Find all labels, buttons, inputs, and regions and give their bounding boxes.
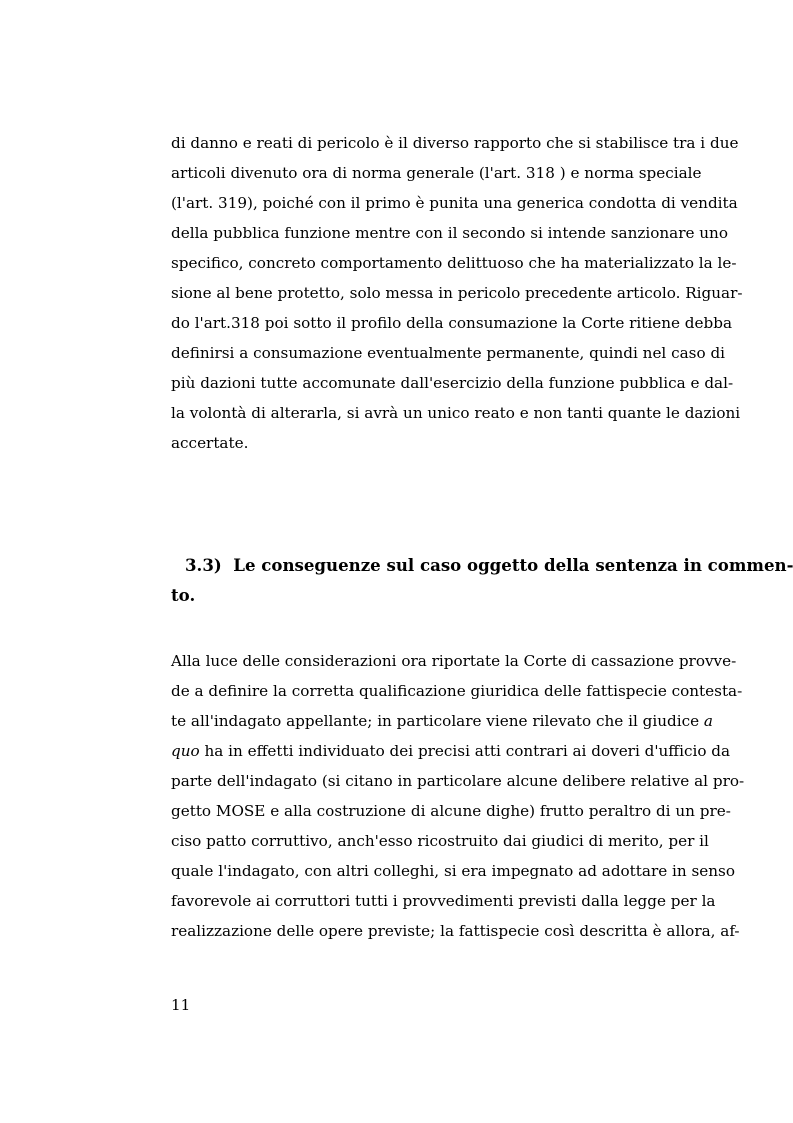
paragraph-line: (l'art. 319), poiché con il primo è punita una generica condotta di vendita xyxy=(171,194,738,212)
section-heading-line xyxy=(171,550,793,580)
paragraph-line: sione al bene protetto, solo messa in pericolo precedente articolo. Riguar- xyxy=(171,284,743,302)
section-heading-line: to. xyxy=(171,585,196,605)
paragraph-line: do l'art.318 poi sotto il profilo della consumazione la Corte ritiene debba xyxy=(171,314,733,332)
paragraph-line: accertate. xyxy=(171,434,249,452)
paragraph-line xyxy=(171,736,731,766)
italic-term: quo xyxy=(171,742,200,760)
italic-term: a xyxy=(703,712,713,730)
paragraph-line: di danno e reati di pericolo è il diverso rapporto che si stabilisce tra i due xyxy=(171,134,739,152)
paragraph-line: più dazioni tutte accomunate dall'esercizio della funzione pubblica e dal- xyxy=(171,374,734,392)
paragraph-line: de a definire la corretta qualificazione giuridica delle fattispecie contesta- xyxy=(171,682,743,700)
paragraph-line: Alla luce delle considerazioni ora riportate la Corte di cassazione provve- xyxy=(171,652,737,670)
paragraph-line: della pubblica funzione mentre con il secondo si intende sanzionare uno xyxy=(171,224,728,242)
paragraph-line: articoli divenuto ora di norma generale (l'art. 318 ) e norma speciale xyxy=(171,164,702,182)
paragraph-line: ciso patto corruttivo, anch'esso ricostruito dai giudici di merito, per il xyxy=(171,832,709,850)
paragraph-text: ha in effetti individuato dei precisi atti contrari ai doveri d'ufficio da xyxy=(204,742,731,760)
paragraph-line: favorevole ai corruttori tutti i provvedimenti previsti dalla legge per la xyxy=(171,892,716,910)
paragraph-line: definirsi a consumazione eventualmente permanente, quindi nel caso di xyxy=(171,344,726,362)
paragraph-line: la volontà di alterarla, si avrà un unico reato e non tanti quante le dazioni xyxy=(171,404,741,422)
page-number: 11 xyxy=(171,996,191,1014)
paragraph-line: specifico, concreto comportamento delittuoso che ha materializzato la le- xyxy=(171,254,737,272)
section-heading xyxy=(171,550,793,610)
section-number: 3.3) xyxy=(185,555,222,575)
paragraph-continued xyxy=(171,128,743,458)
paragraph-line: parte dell'indagato (si citano in particolare alcune delibere relative al pro- xyxy=(171,772,745,790)
section-title: Le conseguenze sul caso oggetto della sentenza in commen- xyxy=(233,555,793,575)
paragraph-line: quale l'indagato, con altri colleghi, si era impegnato ad adottare in senso xyxy=(171,862,735,880)
paragraph-line: realizzazione delle opere previste; la fattispecie così descritta è allora, af- xyxy=(171,922,740,940)
paragraph-line xyxy=(171,706,713,736)
paragraph-line: getto MOSE e alla costruzione di alcune dighe) frutto peraltro di un pre- xyxy=(171,802,731,820)
paragraph-text: te all'indagato appellante; in particolare viene rilevato che il giudice xyxy=(171,712,700,730)
paragraph-main xyxy=(171,646,745,946)
